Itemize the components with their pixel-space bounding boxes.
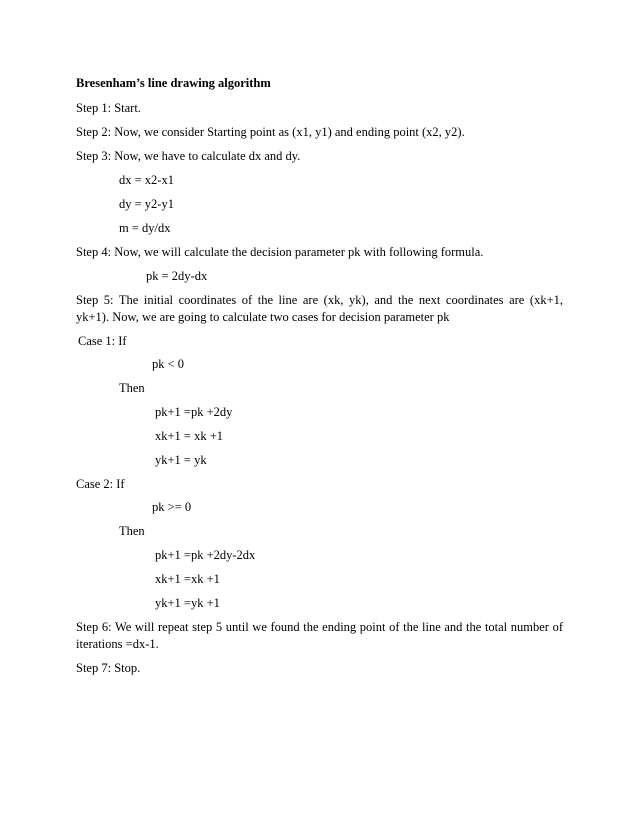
case-1-condition: pk < 0 bbox=[152, 357, 185, 371]
case-2-result-pk: pk+1 =pk +2dy-2dx bbox=[155, 548, 256, 562]
step-7: Step 7: Stop. bbox=[76, 661, 141, 675]
step-6-line-1: Step 6: We will repeat step 5 until we found the ending point of the line and the total number of bbox=[76, 620, 563, 634]
formula-dx: dx = x2-x1 bbox=[119, 173, 174, 187]
case-1-result-xk: xk+1 = xk +1 bbox=[155, 429, 224, 443]
case-1-then: Then bbox=[119, 381, 145, 395]
case-1-label: Case 1: If bbox=[78, 334, 127, 348]
document-title: Bresenham’s line drawing algorithm bbox=[76, 76, 271, 90]
case-2-condition: pk >= 0 bbox=[152, 500, 192, 514]
case-1-result-yk: yk+1 = yk bbox=[155, 453, 207, 467]
formula-dy: dy = y2-y1 bbox=[119, 197, 174, 211]
case-2-label: Case 2: If bbox=[76, 477, 125, 491]
step-6-line-2: iterations =dx-1. bbox=[76, 637, 159, 651]
step-3: Step 3: Now, we have to calculate dx and dy. bbox=[76, 149, 301, 163]
case-2-result-yk: yk+1 =yk +1 bbox=[155, 596, 220, 610]
step-1: Step 1: Start. bbox=[76, 101, 141, 115]
step-2: Step 2: Now, we consider Starting point as (x1, y1) and ending point (x2, y2). bbox=[76, 125, 465, 139]
case-2-result-xk: xk+1 =xk +1 bbox=[155, 572, 220, 586]
case-2-then: Then bbox=[119, 524, 145, 538]
formula-m: m = dy/dx bbox=[119, 221, 171, 235]
case-1-result-pk: pk+1 =pk +2dy bbox=[155, 405, 233, 419]
step-4: Step 4: Now, we will calculate the decision parameter pk with following formula. bbox=[76, 245, 484, 259]
formula-pk: pk = 2dy-dx bbox=[146, 269, 208, 283]
step-5-line-1: Step 5: The initial coordinates of the line are (xk, yk), and the next coordinates are (xk+1, bbox=[76, 293, 563, 307]
step-5-line-2: yk+1). Now, we are going to calculate two cases for decision parameter pk bbox=[76, 310, 450, 324]
